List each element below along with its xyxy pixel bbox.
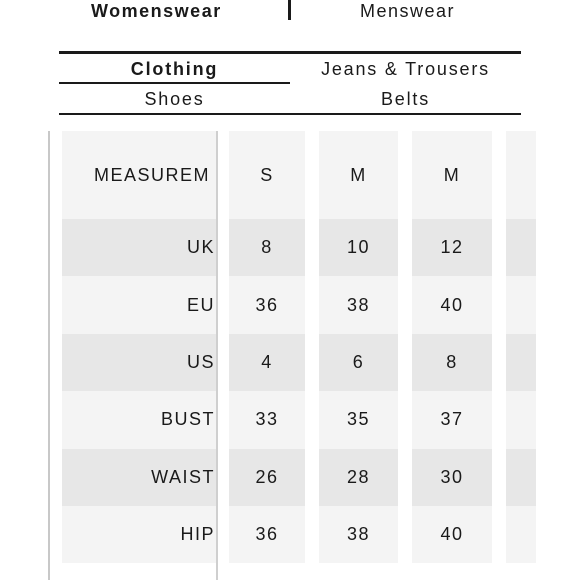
table-cell: [506, 391, 536, 448]
table-cell: 36: [229, 506, 305, 563]
tab-separator: [288, 0, 291, 20]
row-label: US: [62, 334, 216, 391]
tab-womenswear[interactable]: Womenswear: [91, 1, 222, 21]
table-cell: 8: [412, 334, 492, 391]
table-cell: 40: [412, 506, 492, 563]
tab-menswear[interactable]: Menswear: [360, 1, 456, 21]
tab-jeans-trousers[interactable]: Jeans & Trousers: [321, 59, 490, 79]
table-cell: 10: [319, 219, 398, 276]
table-cell: 4: [229, 334, 305, 391]
row-label: HIP: [62, 506, 216, 563]
table-cell: 8: [229, 219, 305, 276]
table-cell: 38: [319, 506, 398, 563]
table-cell: 12: [412, 219, 492, 276]
table-cell: 6: [319, 334, 398, 391]
table-cell: [506, 276, 536, 333]
table-cell: [506, 506, 536, 563]
row-label: EU: [62, 276, 216, 333]
row-label: UK: [62, 219, 216, 276]
table-cell: 28: [319, 449, 398, 506]
label-column-divider: [216, 131, 218, 580]
table-cell: [506, 449, 536, 506]
tab-shoes[interactable]: Shoes: [144, 89, 205, 109]
table-cell: 36: [229, 276, 305, 333]
table-cell: [506, 131, 536, 219]
row-label: BUST: [62, 391, 216, 448]
table-cell: 30: [412, 449, 492, 506]
table-scroll-edge: [48, 131, 50, 580]
size-table-label-column: [62, 131, 216, 563]
table-cell: [506, 334, 536, 391]
divider-bottom: [59, 113, 521, 115]
size-header: S: [229, 131, 305, 219]
size-column-partial: [506, 131, 536, 563]
tab-belts[interactable]: Belts: [380, 89, 431, 109]
table-cell: 38: [319, 276, 398, 333]
table-cell: 33: [229, 391, 305, 448]
size-column: [229, 131, 305, 563]
size-header: M: [319, 131, 398, 219]
size-column: [412, 131, 492, 563]
table-cell: 37: [412, 391, 492, 448]
measurement-header: MEASUREM: [62, 131, 216, 219]
size-header: M: [412, 131, 492, 219]
tab-clothing[interactable]: Clothing: [130, 59, 219, 79]
table-cell: [506, 219, 536, 276]
active-tab-underline: [59, 82, 290, 84]
table-cell: 40: [412, 276, 492, 333]
table-cell: 35: [319, 391, 398, 448]
row-label: WAIST: [62, 449, 216, 506]
divider-top: [59, 51, 521, 54]
size-column: [319, 131, 398, 563]
table-cell: 26: [229, 449, 305, 506]
